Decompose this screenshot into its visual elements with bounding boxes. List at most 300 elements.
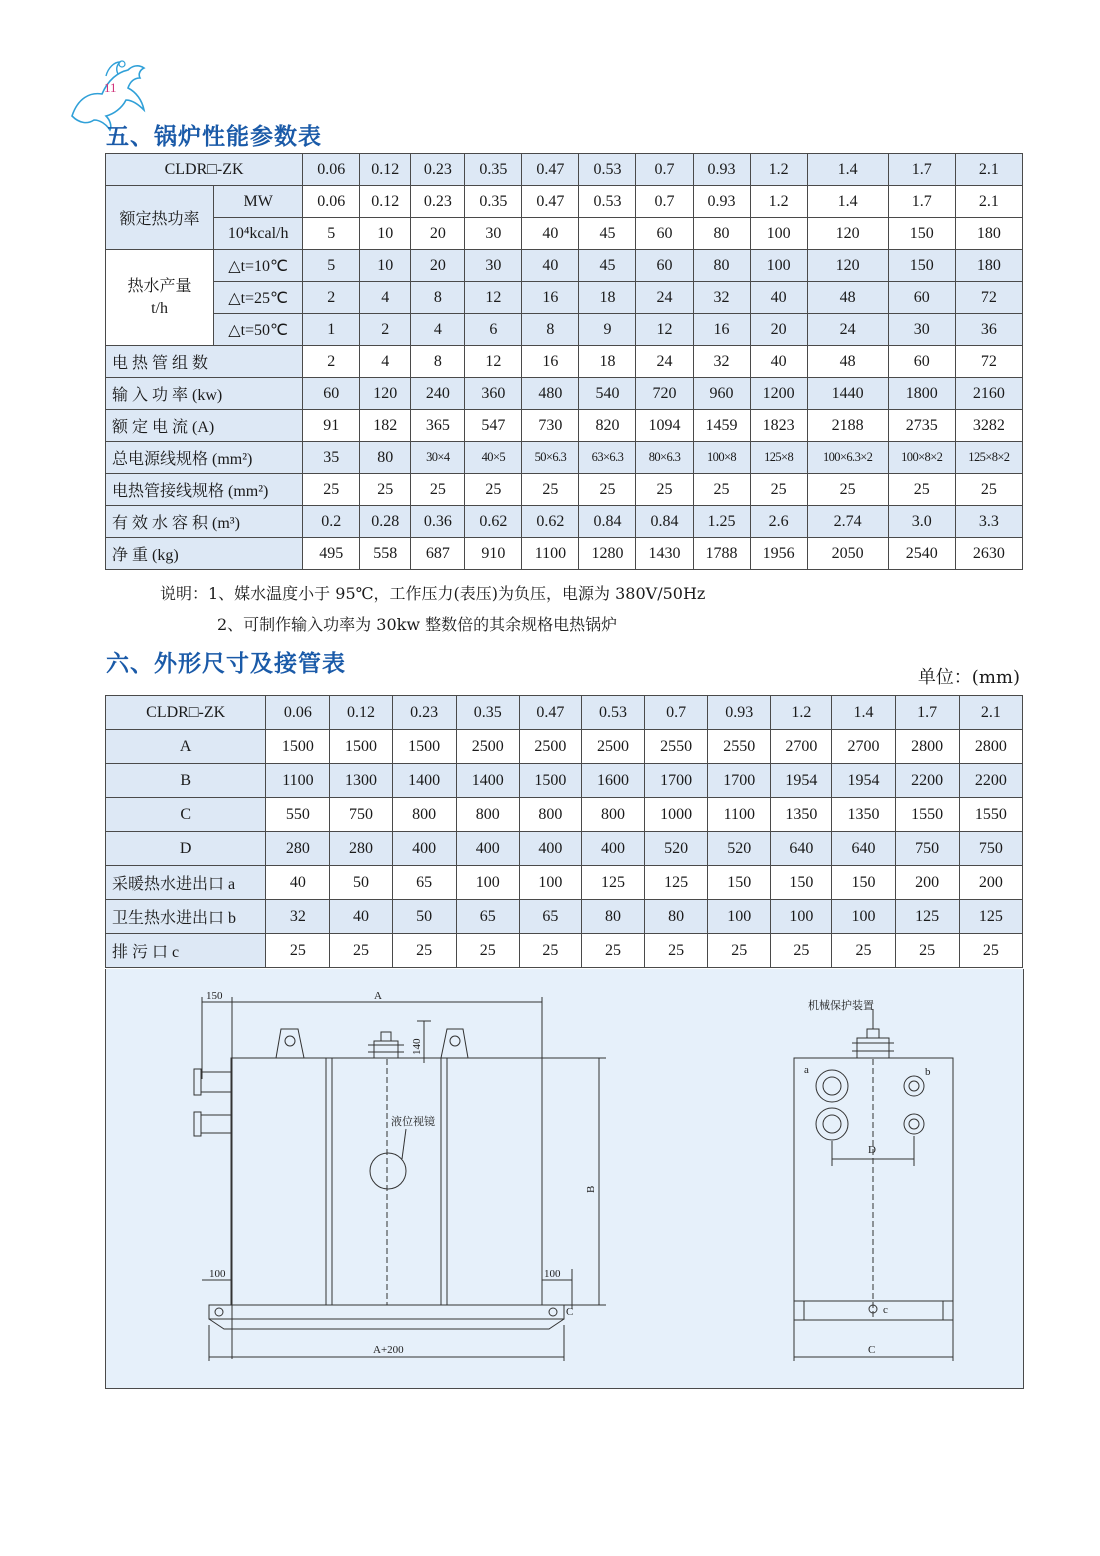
table-cell: 2550: [645, 730, 708, 764]
table-cell: 0.06: [303, 186, 360, 218]
model-cell: 0.53: [581, 696, 644, 730]
tube-groups-label: 电 热 管 组 数: [106, 346, 303, 378]
table-cell: 1000: [645, 798, 708, 832]
table-cell: 910: [465, 538, 522, 570]
table-cell: 0.47: [522, 186, 579, 218]
table-cell: 16: [522, 346, 579, 378]
table-cell: 6: [465, 314, 522, 346]
table-cell: 8: [522, 314, 579, 346]
table-cell: 12: [465, 282, 522, 314]
model-cell: 0.53: [579, 154, 636, 186]
table-cell: 25: [895, 934, 959, 968]
table-row: [106, 538, 1023, 570]
table-cell: 36: [955, 314, 1022, 346]
table-cell: 0.7: [636, 186, 693, 218]
table-cell: 1400: [392, 764, 456, 798]
table-cell: 0.35: [465, 186, 522, 218]
table-cell: 150: [888, 218, 955, 250]
table-cell: 2540: [888, 538, 955, 570]
table-cell: 0.28: [360, 506, 411, 538]
table-cell: 10: [360, 250, 411, 282]
table-cell: 80: [360, 442, 411, 474]
page-number: 11: [104, 80, 117, 95]
dt50-label: △t=50℃: [214, 314, 303, 346]
table-cell: 3.0: [888, 506, 955, 538]
dim-150-label: 150: [206, 990, 223, 1002]
model-label: CLDR□-ZK: [106, 154, 303, 186]
table-row: [106, 346, 1023, 378]
table-cell: 3282: [955, 410, 1022, 442]
table-row: [106, 186, 1023, 218]
table-cell: 182: [360, 410, 411, 442]
table-cell: 25: [693, 474, 750, 506]
tube-cable-label: 电热管接线规格 (mm²): [106, 474, 303, 506]
table-cell: 0.2: [303, 506, 360, 538]
table-cell: 2160: [955, 378, 1022, 410]
section6-title: 六、外形尺寸及接管表: [106, 651, 346, 677]
dim-140-label: 140: [411, 1038, 423, 1055]
table-cell: 150: [888, 250, 955, 282]
table-row: [106, 798, 1023, 832]
boiler-base: [209, 1305, 564, 1319]
table-cell: 16: [693, 314, 750, 346]
table-cell: 80: [693, 218, 750, 250]
table-row: [106, 410, 1023, 442]
table-cell: 0.36: [411, 506, 465, 538]
table-cell: 100×8×2: [888, 442, 955, 474]
model-cell: 2.1: [959, 696, 1022, 730]
table-cell: 24: [636, 282, 693, 314]
table-cell: 400: [581, 832, 644, 866]
boiler-drawing: [105, 969, 1024, 1389]
model-cell: 0.06: [303, 154, 360, 186]
table-cell: 65: [456, 900, 519, 934]
table-cell: 2.74: [807, 506, 888, 538]
pipe-upper: [201, 1072, 231, 1092]
port-b-label: b: [925, 1066, 931, 1078]
table-row: [106, 474, 1023, 506]
table-cell: 360: [465, 378, 522, 410]
model-cell: 1.7: [888, 154, 955, 186]
table-cell: 365: [411, 410, 465, 442]
table-cell: 100: [771, 900, 832, 934]
table-cell: 150: [832, 866, 895, 900]
table-cell: 1350: [771, 798, 832, 832]
hot-water-label-text: 热水产量: [127, 277, 192, 295]
port-a-lower: [816, 1108, 848, 1140]
row-label-heating-port: 采暖热水进出口 a: [106, 866, 266, 900]
table-cell: 60: [303, 378, 360, 410]
table-cell: 20: [411, 250, 465, 282]
table-cell: 2: [303, 282, 360, 314]
table-cell: 1954: [832, 764, 895, 798]
table-cell: 2800: [895, 730, 959, 764]
hot-water-unit: t/h: [151, 299, 168, 317]
table-cell: 40: [522, 250, 579, 282]
hot-water-label: [106, 250, 214, 346]
top-valve: [374, 1041, 398, 1058]
table-cell: 60: [636, 250, 693, 282]
table-cell: 1500: [519, 764, 581, 798]
table-row: [106, 442, 1023, 474]
table-cell: 3.3: [955, 506, 1022, 538]
model-cell: 0.23: [392, 696, 456, 730]
table-row: [106, 764, 1023, 798]
table-cell: 125: [581, 866, 644, 900]
row-label-drain-port: 排 污 口 c: [106, 934, 266, 968]
table-cell: 50×6.3: [522, 442, 579, 474]
model-cell: 0.12: [360, 154, 411, 186]
table-cell: 547: [465, 410, 522, 442]
table-cell: 25: [581, 934, 644, 968]
table-cell: 25: [645, 934, 708, 968]
dimensions-table: [105, 695, 1023, 968]
table-cell: 520: [645, 832, 708, 866]
table-row: [106, 154, 1023, 186]
dim-100-right-label: 100: [544, 1268, 561, 1280]
table-row: [106, 832, 1023, 866]
table-cell: 25: [411, 474, 465, 506]
table-cell: 18: [579, 346, 636, 378]
table-cell: 0.53: [579, 186, 636, 218]
table-cell: 20: [750, 314, 807, 346]
dim-c-front-label: C: [566, 1306, 574, 1318]
table-cell: 1550: [895, 798, 959, 832]
table-cell: 180: [955, 218, 1022, 250]
table-cell: 1: [303, 314, 360, 346]
table-cell: 2200: [895, 764, 959, 798]
table-cell: 100×8: [693, 442, 750, 474]
table-cell: 2: [360, 314, 411, 346]
table-cell: 2630: [955, 538, 1022, 570]
table-cell: 480: [522, 378, 579, 410]
table-cell: 50: [392, 900, 456, 934]
table-cell: 750: [330, 798, 392, 832]
model-cell: 1.2: [771, 696, 832, 730]
model-label: CLDR□-ZK: [106, 696, 266, 730]
dim-c-side-label: C: [868, 1344, 876, 1356]
model-cell: 0.7: [645, 696, 708, 730]
table-cell: 25: [519, 934, 581, 968]
table-cell: 91: [303, 410, 360, 442]
table-cell: 1700: [645, 764, 708, 798]
table-cell: 25: [959, 934, 1022, 968]
table-cell: 640: [832, 832, 895, 866]
table-cell: 40: [266, 866, 330, 900]
table-cell: 35: [303, 442, 360, 474]
table-cell: 32: [693, 346, 750, 378]
lifting-lug-right: [441, 1029, 468, 1058]
table-cell: 1500: [330, 730, 392, 764]
table-cell: 1550: [959, 798, 1022, 832]
table-cell: 72: [955, 346, 1022, 378]
table-cell: 2550: [708, 730, 771, 764]
rated-current-label: 额 定 电 流 (A): [106, 410, 303, 442]
main-cable-label: 总电源线规格 (mm²): [106, 442, 303, 474]
boiler-drawing-svg: [106, 969, 1023, 1388]
table-cell: 4: [360, 282, 411, 314]
performance-table: [105, 153, 1023, 570]
table-cell: 72: [955, 282, 1022, 314]
table-cell: 25: [266, 934, 330, 968]
net-weight-label: 净 重 (kg): [106, 538, 303, 570]
table-cell: 1823: [750, 410, 807, 442]
table-row: [106, 900, 1023, 934]
table-cell: 100×6.3×2: [807, 442, 888, 474]
table-cell: 2700: [832, 730, 895, 764]
table-cell: 10: [360, 218, 411, 250]
table-cell: 730: [522, 410, 579, 442]
table-cell: 720: [636, 378, 693, 410]
model-cell: 0.47: [522, 154, 579, 186]
row-label-c: C: [106, 798, 266, 832]
table-cell: 12: [465, 346, 522, 378]
rated-heat-label: 额定热功率: [106, 186, 214, 250]
table-cell: 2.1: [955, 186, 1022, 218]
table-cell: 1956: [750, 538, 807, 570]
table-cell: 1788: [693, 538, 750, 570]
table-cell: 18: [579, 282, 636, 314]
table-cell: 30: [465, 218, 522, 250]
protection-device-label: 机械保护装置: [808, 1000, 874, 1012]
model-cell: 0.7: [636, 154, 693, 186]
table-cell: 800: [392, 798, 456, 832]
table-cell: 30×4: [411, 442, 465, 474]
table-cell: 1094: [636, 410, 693, 442]
model-cell: 1.4: [832, 696, 895, 730]
dim-100-left-label: 100: [209, 1268, 226, 1280]
table-cell: 100: [519, 866, 581, 900]
row-label-sanitary-port: 卫生热水进出口 b: [106, 900, 266, 934]
table-cell: 750: [895, 832, 959, 866]
lifting-lug-left: [276, 1029, 304, 1058]
table-cell: 1700: [708, 764, 771, 798]
port-a-label: a: [804, 1064, 809, 1076]
table-cell: 400: [519, 832, 581, 866]
dim-a200-label: A+200: [373, 1344, 404, 1356]
port-b-lower: [904, 1114, 924, 1134]
table-cell: 640: [771, 832, 832, 866]
table-cell: 800: [519, 798, 581, 832]
table-cell: 40: [522, 218, 579, 250]
table-cell: 1954: [771, 764, 832, 798]
port-b-upper: [904, 1076, 924, 1096]
model-cell: 0.47: [519, 696, 581, 730]
port-c-label: c: [883, 1304, 888, 1316]
table-cell: 2050: [807, 538, 888, 570]
row-label-b: B: [106, 764, 266, 798]
table-cell: 1.4: [807, 186, 888, 218]
model-cell: 0.93: [708, 696, 771, 730]
table-cell: 20: [411, 218, 465, 250]
model-cell: 0.93: [693, 154, 750, 186]
table-cell: 125×8×2: [955, 442, 1022, 474]
table-cell: 4: [360, 346, 411, 378]
table-cell: 687: [411, 538, 465, 570]
table-cell: 32: [693, 282, 750, 314]
table-cell: 1280: [579, 538, 636, 570]
model-cell: 0.06: [266, 696, 330, 730]
table-cell: 2.6: [750, 506, 807, 538]
section5-title: 五、锅炉性能参数表: [106, 124, 322, 150]
table-cell: 2735: [888, 410, 955, 442]
table-cell: 1350: [832, 798, 895, 832]
pipe-lower: [201, 1115, 231, 1133]
table-cell: 1400: [456, 764, 519, 798]
table-cell: 120: [360, 378, 411, 410]
dt25-label: △t=25℃: [214, 282, 303, 314]
table-cell: 25: [579, 474, 636, 506]
table-cell: 0.62: [465, 506, 522, 538]
model-cell: 0.35: [465, 154, 522, 186]
table-cell: 750: [959, 832, 1022, 866]
table-cell: 200: [959, 866, 1022, 900]
table-cell: 12: [636, 314, 693, 346]
mw-label: MW: [214, 186, 303, 218]
table-cell: 1100: [266, 764, 330, 798]
table-cell: 25: [303, 474, 360, 506]
table-cell: 25: [807, 474, 888, 506]
table-cell: 24: [636, 346, 693, 378]
table-cell: 25: [888, 474, 955, 506]
table-cell: 45: [579, 218, 636, 250]
table-cell: 80: [693, 250, 750, 282]
table-cell: 1600: [581, 764, 644, 798]
table-cell: 1.2: [750, 186, 807, 218]
table-cell: 1.7: [888, 186, 955, 218]
table-cell: 48: [807, 346, 888, 378]
table-cell: 2188: [807, 410, 888, 442]
table-cell: 25: [771, 934, 832, 968]
table-cell: 60: [636, 218, 693, 250]
model-cell: 0.35: [456, 696, 519, 730]
model-cell: 0.23: [411, 154, 465, 186]
row-label-a: A: [106, 730, 266, 764]
protection-device-valve: [857, 1038, 889, 1058]
table-cell: 25: [636, 474, 693, 506]
table-cell: 100: [832, 900, 895, 934]
model-cell: 1.7: [895, 696, 959, 730]
table-cell: 2500: [581, 730, 644, 764]
row-label-d: D: [106, 832, 266, 866]
table-cell: 60: [888, 282, 955, 314]
table-cell: 400: [392, 832, 456, 866]
table-cell: 240: [411, 378, 465, 410]
model-cell: 1.2: [750, 154, 807, 186]
table-cell: 800: [456, 798, 519, 832]
table-cell: 2800: [959, 730, 1022, 764]
table-cell: 40: [330, 900, 392, 934]
dim-d-label: D: [868, 1144, 876, 1156]
table-cell: 960: [693, 378, 750, 410]
table-cell: 180: [955, 250, 1022, 282]
table-cell: 25: [360, 474, 411, 506]
table-cell: 100: [750, 218, 807, 250]
table-cell: 40: [750, 346, 807, 378]
model-cell: 2.1: [955, 154, 1022, 186]
table-cell: 25: [955, 474, 1022, 506]
table-cell: 80: [645, 900, 708, 934]
table-cell: 0.84: [579, 506, 636, 538]
table-cell: 0.84: [636, 506, 693, 538]
input-power-label: 输 入 功 率 (kw): [106, 378, 303, 410]
table-cell: 1500: [392, 730, 456, 764]
table-cell: 200: [895, 866, 959, 900]
note-1: 说明：1、媒水温度小于 95℃，工作压力(表压)为负压，电源为 380V/50Hz: [160, 584, 706, 603]
table-cell: 48: [807, 282, 888, 314]
table-cell: 24: [807, 314, 888, 346]
table-cell: 1800: [888, 378, 955, 410]
table-cell: 125×8: [750, 442, 807, 474]
dt10-label: △t=10℃: [214, 250, 303, 282]
table-cell: 2: [303, 346, 360, 378]
table-cell: 2500: [456, 730, 519, 764]
table-cell: 63×6.3: [579, 442, 636, 474]
table-cell: 1100: [708, 798, 771, 832]
unit-label: 单位：(mm): [917, 667, 1020, 688]
table-cell: 150: [771, 866, 832, 900]
table-cell: 2200: [959, 764, 1022, 798]
model-cell: 1.4: [807, 154, 888, 186]
table-cell: 40×5: [465, 442, 522, 474]
table-cell: 2500: [519, 730, 581, 764]
table-cell: 1459: [693, 410, 750, 442]
table-cell: 5: [303, 218, 360, 250]
table-cell: 25: [750, 474, 807, 506]
table-cell: 25: [330, 934, 392, 968]
table-cell: 1.25: [693, 506, 750, 538]
table-cell: 25: [522, 474, 579, 506]
table-row: [106, 934, 1023, 968]
table-cell: 60: [888, 346, 955, 378]
table-cell: 1200: [750, 378, 807, 410]
table-cell: 495: [303, 538, 360, 570]
port-a-upper: [816, 1070, 848, 1102]
table-cell: 25: [832, 934, 895, 968]
table-cell: 8: [411, 282, 465, 314]
table-cell: 32: [266, 900, 330, 934]
table-cell: 65: [519, 900, 581, 934]
table-cell: 1440: [807, 378, 888, 410]
table-cell: 80×6.3: [636, 442, 693, 474]
table-cell: 125: [959, 900, 1022, 934]
note-2: 2、可制作输入功率为 30kw 整数倍的其余规格电热锅炉: [217, 615, 618, 634]
table-cell: 150: [708, 866, 771, 900]
table-cell: 8: [411, 346, 465, 378]
table-cell: 25: [456, 934, 519, 968]
table-cell: 9: [579, 314, 636, 346]
table-cell: 25: [392, 934, 456, 968]
table-row: [106, 218, 1023, 250]
table-cell: 120: [807, 250, 888, 282]
table-cell: 45: [579, 250, 636, 282]
table-cell: 558: [360, 538, 411, 570]
table-row: [106, 250, 1023, 282]
table-cell: 125: [895, 900, 959, 934]
table-cell: 550: [266, 798, 330, 832]
table-cell: 40: [750, 282, 807, 314]
table-cell: 5: [303, 250, 360, 282]
table-cell: 0.23: [411, 186, 465, 218]
table-cell: 4: [411, 314, 465, 346]
table-cell: 25: [465, 474, 522, 506]
kcal-label: 10⁴kcal/h: [214, 218, 303, 250]
table-cell: 1100: [522, 538, 579, 570]
table-cell: 1430: [636, 538, 693, 570]
table-cell: 1500: [266, 730, 330, 764]
model-cell: 0.12: [330, 696, 392, 730]
water-volume-label: 有 效 水 容 积 (m³): [106, 506, 303, 538]
